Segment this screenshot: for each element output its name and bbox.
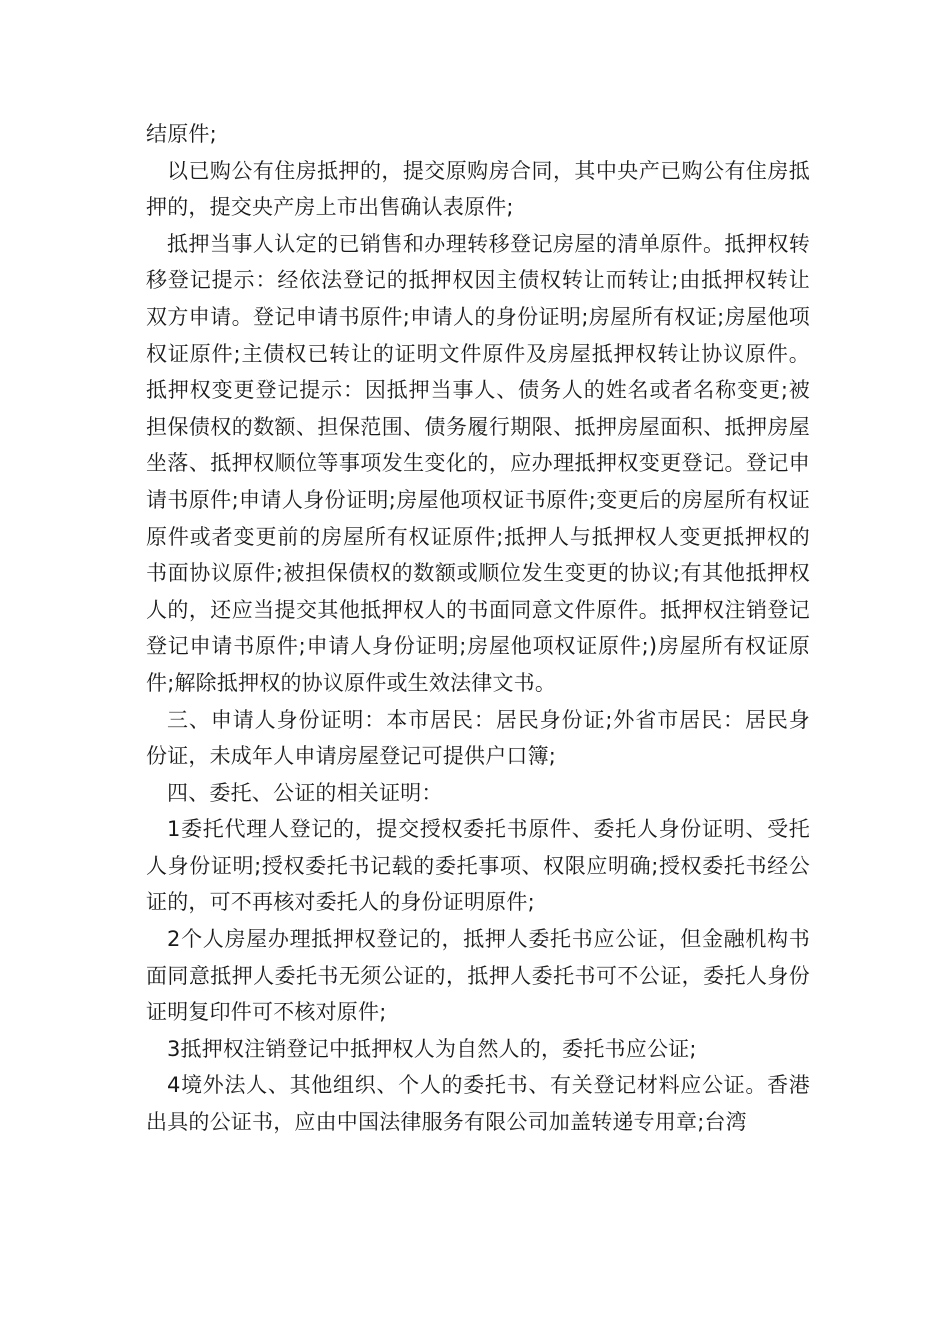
paragraph-3: 抵押当事人认定的已销售和办理转移登记房屋的清单原件。抵押权转移登记提示：经依法登记的抵押权因主债权转让而转让;由抵押权转让双方申请。登记申请书原件;申请人的身份证明;房屋所有权证;房屋他项权证原件;主债权已转让的证明文件原件及房屋抵押权转让协议原件。抵押权变更登记提示：因抵押当事人、债务人的姓名或者名称变更;被担保债权的数额、担保范围、债务履行期限、抵押房屋面积、抵押房屋坐落、抵押权顺位等事项发生变化的，应办理抵押权变更登记。登记申请书原件;申请人身份证明;房屋他项权证书原件;变更后的房屋所有权证原件或者变更前的房屋所有权证原件;抵押人与抵押权人变更抵押权的书面协议原件;被担保债权的数额或顺位发生变更的协议;有其他抵押权人的，还应当提交其他抵押权人的书面同意文件原件。抵押权注销登记登记申请书原件;申请人身份证明;房屋他项权证原件;)房屋所有权证原件;解除抵押权的协议原件或生效法律文书。 xyxy=(146,231,810,695)
paragraph-1: 结原件; xyxy=(146,122,217,146)
paragraph-2: 以已购公有住房抵押的，提交原购房合同，其中央产已购公有住房抵押的，提交央产房上市出售确认表原件; xyxy=(146,158,810,220)
paragraph-7: 2个人房屋办理抵押权登记的，抵押人委托书应公证，但金融机构书面同意抵押人委托书无须公证的，抵押人委托书可不公证，委托人身份证明复印件可不核对原件; xyxy=(146,927,810,1025)
paragraph-5: 四、委托、公证的相关证明： xyxy=(167,780,443,805)
paragraph-9: 4境外法人、其他组织、个人的委托书、有关登记材料应公证。香港出具的公证书，应由中国法律服务有限公司加盖转递专用章;台湾 xyxy=(146,1073,810,1135)
document-body xyxy=(146,116,810,1141)
paragraph-6: 1委托代理人登记的，提交授权委托书原件、委托人身份证明、受托人身份证明;授权委托书记载的委托事项、权限应明确;授权委托书经公证的，可不再核对委托人的身份证明原件; xyxy=(146,817,810,915)
paragraph-4: 三、申请人身份证明：本市居民：居民身份证;外省市居民：居民身份证，未成年人申请房屋登记可提供户口簿; xyxy=(146,707,810,769)
paragraph-8: 3抵押权注销登记中抵押权人为自然人的，委托书应公证; xyxy=(167,1036,697,1061)
